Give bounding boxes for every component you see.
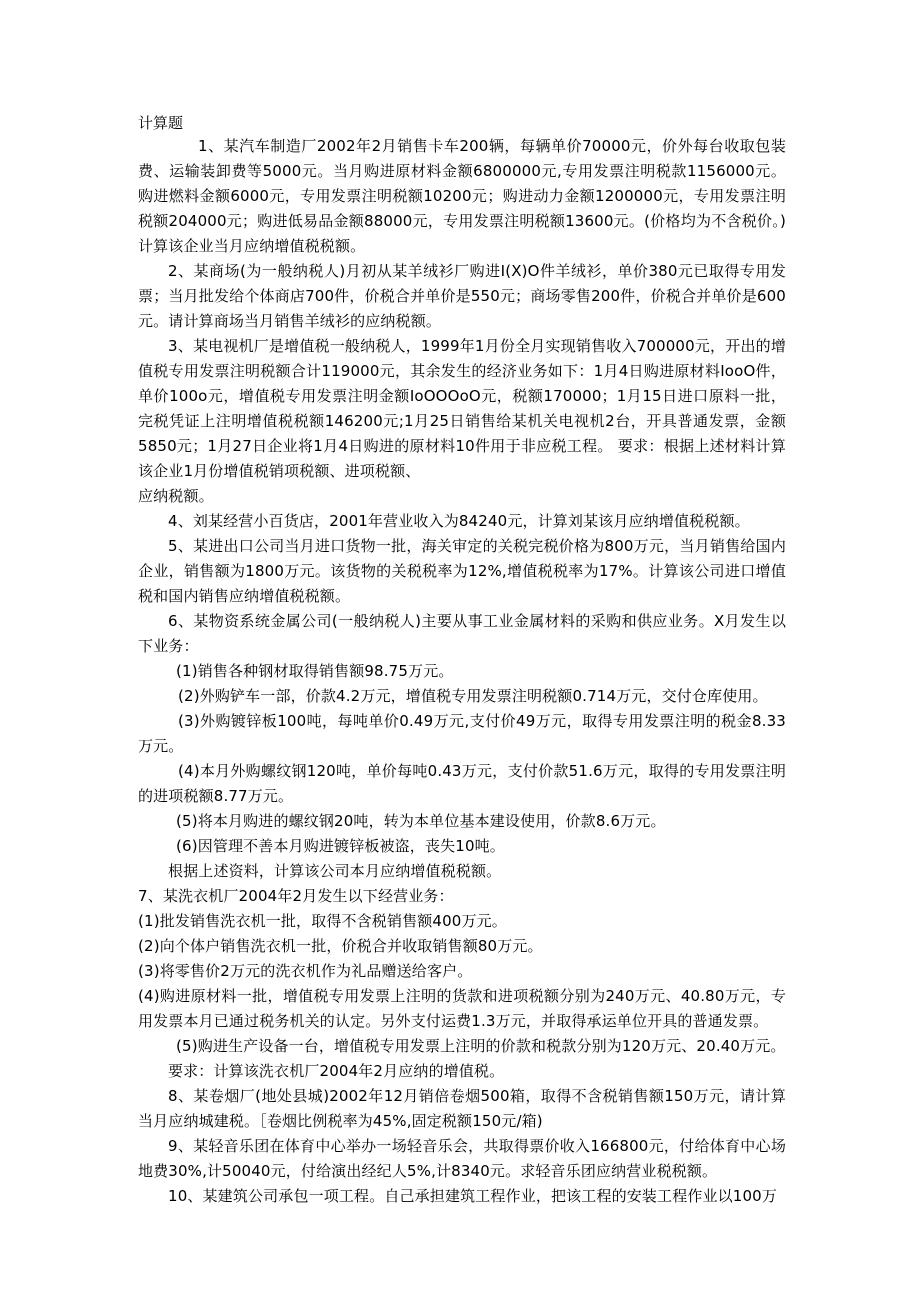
problem-6-item: (2)外购铲车一部，价款4.2万元，增值税专用发票注明税额0.714万元，交付仓库使用。: [178, 687, 768, 705]
problem-3: 3、某电视机厂是增值税一般纳税人，1999年1月份全月实现销售收入700000元，开出的增值税专用发票注明税额合计119000元，其余发生的经济业务如下：1月4日购进原材料IooO件，单价100o元，增值税专用发票注明金额IoOOOoO元，税额170000；1月15日进口原料一批，完税凭证上注明增值税税额146200元;1月25日销售给某机关电视机2台，开具普通发票，金额5850元；1月27日企业将1月4日购进的原材料10件用于非应税工程。 要求：根据上述材料计算该企业1月份增值税销项税额、进项税额、: [138, 337, 786, 480]
problem-7-intro: 7、某洗衣机厂2004年2月发生以下经营业务：: [138, 887, 454, 905]
problem-6-item: (5)将本月购进的螺纹钢20吨，转为本单位基本建设使用，价款8.6万元。: [176, 812, 666, 830]
problem-3-tail: 应纳税额。: [138, 487, 214, 505]
problem-7-item: (5)购进生产设备一台，增值税专用发票上注明的价款和税款分别为120万元、20.40万元。: [176, 1037, 786, 1055]
problem-6-item: (3)外购镀锌板100吨，每吨单价0.49万元,支付价49万元，取得专用发票注明的税金8.33万元。: [138, 712, 786, 755]
problem-5: 5、某进出口公司当月进口货物一批，海关审定的关税完税价格为800万元，当月销售给国内企业，销售额为1800万元。该货物的关税税率为12%,增值税税率为17%。计算该公司进口增值税和国内销售应纳增值税税额。: [138, 537, 786, 605]
problem-8: 8、某卷烟厂(地处县城)2002年12月销倍卷烟500箱，取得不含税销售额150万元，请计算当月应纳城建税。［卷烟比例税率为45%,固定税额150元/箱): [138, 1087, 786, 1130]
problem-6-intro: 6、某物资系统金属公司(一般纳税人)主要从事工业金属材料的采购和供应业务。X月发生以下业务：: [138, 612, 786, 655]
problem-9: 9、某轻音乐团在体育中心举办一场轻音乐会，共取得票价收入166800元，付给体育中心场地费30%,计50040元，付给演出经纪人5%,计8340元。求轻音乐团应纳营业税税额。: [138, 1137, 786, 1180]
problem-6-item: (1)销售各种钢材取得销售额98.75万元。: [176, 662, 454, 680]
problem-1: 1、某汽车制造厂2002年2月销售卡车200辆，每辆单价70000元，价外每台收取包装费、运输装卸费等5000元。当月购进原材料金额6800000元,专用发票注明税款1156000元。购进燃料金额6000元，专用发票注明税额10200元；购进动力金额1200000元，专用发票注明税额204000元；购进低易品金额88000元，专用发票注明税额13600元。(价格均为不含税价。)计算该企业当月应纳增值税税额。: [138, 137, 786, 255]
problem-2: 2、某商场(为一般纳税人)月初从某羊绒衫厂购进I(X)O件羊绒衫，单价380元已取得专用发票；当月批发给个体商店700件，价税合并单价是550元；商场零售200件，价税合并单价是600元。请计算商场当月销售羊绒衫的应纳税额。: [138, 262, 786, 330]
problem-6-requirement: 根据上述资料，计算该公司本月应纳增值税税额。: [168, 862, 502, 880]
document-body: [138, 134, 786, 1209]
problem-6-item: (4)本月外购螺纹钢120吨，单价每吨0.43万元，支付价款51.6万元，取得的专用发票注明的进项税额8.77万元。: [138, 762, 786, 805]
page-title: 计算题: [138, 114, 184, 132]
problem-6-item: (6)因管理不善本月购进镀锌板被盗，丧失10吨。: [176, 837, 505, 855]
problem-7-item: (3)将零售价2万元的洗衣机作为礼品赠送给客户。: [138, 962, 473, 980]
problem-7-item: (2)向个体户销售洗衣机一批，价税合并收取销售额80万元。: [138, 937, 543, 955]
problem-7-requirement: 要求：计算该洗衣机厂2004年2月应纳的增值税。: [168, 1062, 505, 1080]
problem-10: 10、某建筑公司承包一项工程。自己承担建筑工程作业，把该工程的安装工程作业以100万: [168, 1187, 778, 1205]
problem-7-item: (1)批发销售洗衣机一批，取得不含税销售额400万元。: [138, 912, 507, 930]
problem-4: 4、刘某经营小百货店，2001年营业收入为84240元，计算刘某该月应纳增值税税额。: [168, 512, 750, 530]
problem-7-item: (4)购进原材料一批，增值税专用发票上注明的货款和进项税额分别为240万元、40.80万元，专用发票本月已通过税务机关的认定。另外支付运费1.3万元，并取得承运单位开具的普通发票。: [138, 987, 786, 1030]
